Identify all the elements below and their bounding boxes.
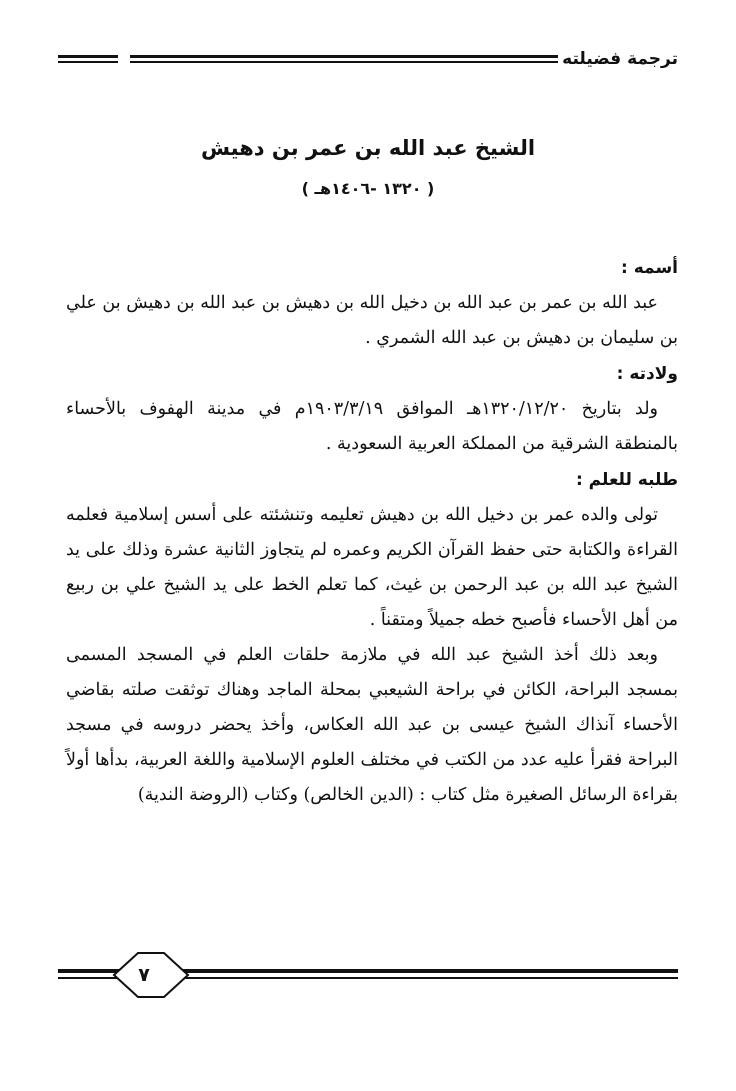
life-dates: ( ١٣٢٠ -١٤٠٦هـ ) — [301, 179, 435, 198]
running-header — [58, 44, 678, 74]
header-rule-left-bottom — [58, 61, 118, 63]
section-text-study-1: تولى والده عمر بن دخيل الله بن دهيش تعليمه وتنشئته على أسس إسلامية فعلمه القراءة والكتابة حتى حفظ القرآن الكريم وعمره لم يتجاوز الثانية عشرة وذلك على يد الشيخ عبد الله بن عبد الرحمن بن غيث، كما تعلم الخط على يد الشيخ علي بن ربيع من أهل الأحساء فأصبح خطه جميلاً ومتقناً . — [66, 505, 678, 630]
header-rule-main-bottom — [130, 61, 558, 63]
section-heading-study: طلبه للعلم : — [575, 470, 678, 490]
page-footer — [58, 950, 678, 1000]
section-text-study-2: وبعد ذلك أخذ الشيخ عبد الله في ملازمة حلقات العلم في المسجد المسمى بمسجد البراحة، الكائن في براحة الشيعبي بمحلة الماجد وهناك توثقت صلته بقاضي الأحساء آنذاك الشيخ عيسى بن عبد الله العكاس، وأخذ يحضر دروسه في مسجد البراحة فقرأ عليه عدد من الكتب في مختلف العلوم الإسلامية واللغة العربية، بدأها أولاً بقراءة الرسائل الصغيرة مثل كتاب : (الدين الخالص) وكتاب (الروضة الندية) — [66, 645, 678, 805]
page-title: الشيخ عبد الله بن عمر بن دهيش — [200, 136, 536, 160]
header-label: ترجمة فضيلته — [562, 49, 678, 69]
header-rule-main-top — [130, 55, 558, 58]
biography-body — [66, 250, 678, 813]
section-text-birth: ولد بتاريخ ١٣٢٠/١٢/٢٠هـ الموافق ١٩٠٣/٣/١٩م في مدينة الهفوف بالأحساء بالمنطقة الشرقية من المملكة العربية السعودية . — [66, 399, 678, 454]
section-text-name: عبد الله بن عمر بن عبد الله بن دخيل الله بن دهيش بن عبد الله بن دهيش بن علي بن سليمان بن دهيش بن عبد الله الشمري . — [66, 293, 678, 348]
section-heading-birth: ولادته : — [616, 364, 678, 384]
page-number: ٧ — [138, 964, 150, 986]
section-heading-name: أسمه : — [621, 258, 678, 278]
header-rule-left-top — [58, 55, 118, 58]
